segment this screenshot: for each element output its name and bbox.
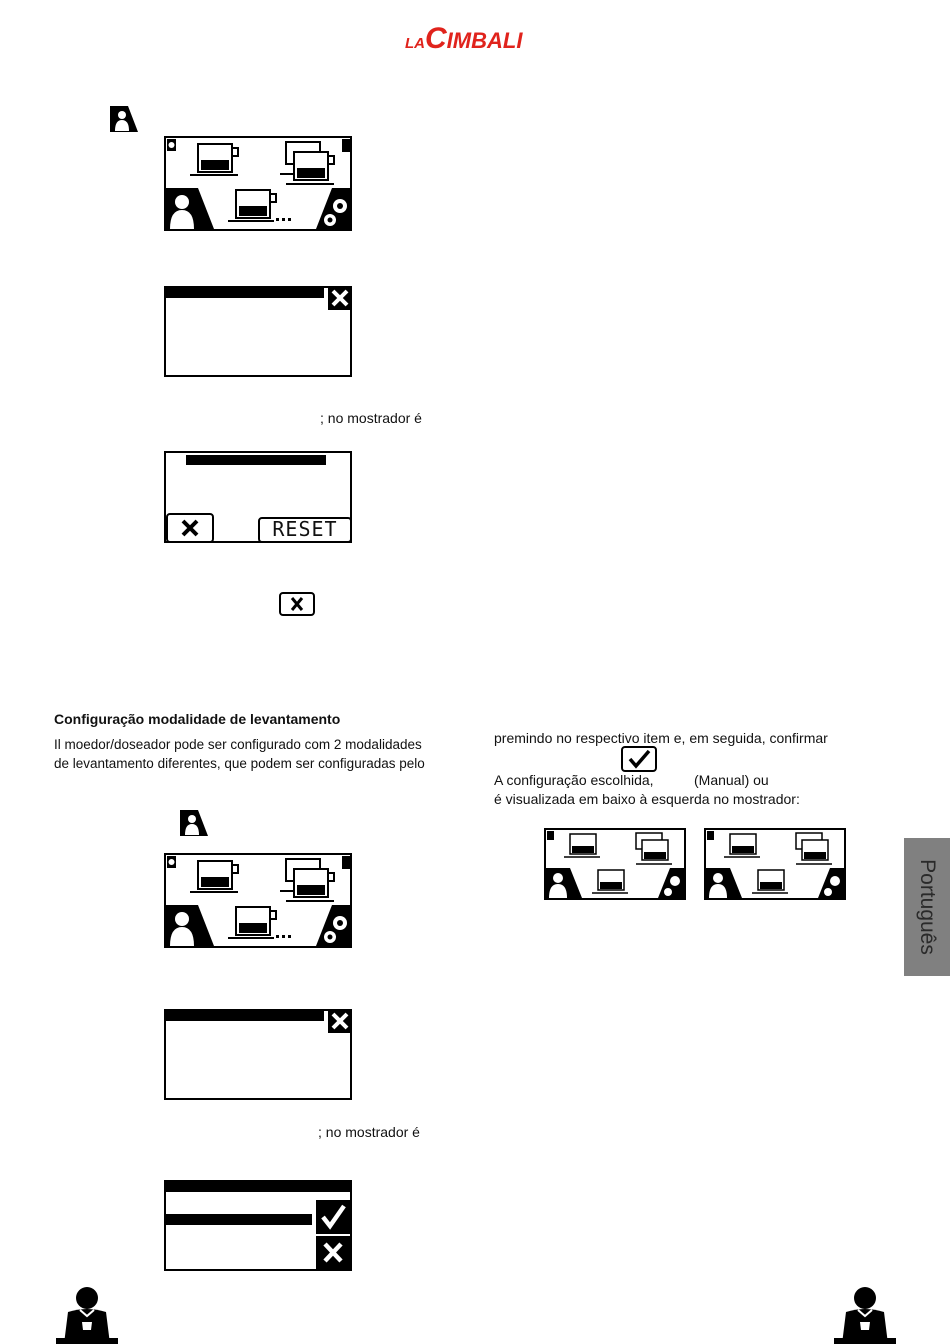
confirm-check-button[interactable] — [316, 1200, 350, 1234]
menu-highlight-bar-2 — [166, 1011, 324, 1021]
section-paragraph-line-1: Il moedor/doseador pode ser configurado com 2 modalidades — [54, 737, 422, 752]
section-heading: Configuração modalidade de levantamento — [54, 711, 341, 727]
barista-figure-icon-right — [834, 1286, 896, 1344]
reset-title-bar — [186, 455, 326, 465]
confirm-check-icon — [621, 746, 657, 772]
lcd-mode-auto — [704, 828, 846, 900]
main-display-graphic-2 — [166, 855, 350, 946]
barista-mode-icon-2 — [180, 810, 208, 836]
lacimbali-logo — [405, 22, 545, 54]
close-icon-2[interactable] — [328, 1009, 352, 1033]
logo-rest: IMBALI — [446, 28, 523, 53]
right-text-line-2a: A configuração escolhida, — [494, 772, 654, 788]
lcd-mode-manual — [544, 828, 686, 900]
language-tab-label: Português — [916, 859, 939, 955]
right-text-line-3: é visualizada em baixo à esquerda no mostrador: — [494, 791, 800, 807]
cancel-button[interactable] — [166, 513, 214, 543]
lcd-options-display — [164, 1180, 352, 1271]
lcd-main-display-2 — [164, 853, 352, 948]
main-display-graphic — [166, 138, 350, 229]
lcd-reset-display — [164, 451, 352, 543]
barista-mode-icon — [110, 106, 138, 132]
right-text-line-2b: (Manual) ou — [694, 772, 769, 788]
cancel-x-button[interactable] — [316, 1236, 350, 1269]
logo-la: LA — [405, 35, 425, 52]
lcd-menu-display-1 — [164, 286, 352, 377]
section-paragraph-line-2: de levantamento diferentes, que podem ser configuradas pelo — [54, 756, 425, 771]
mode-manual-graphic — [546, 830, 684, 898]
mode-auto-graphic — [706, 830, 844, 898]
close-icon[interactable] — [328, 286, 352, 310]
instruction-text-1: ; no mostrador é — [320, 410, 422, 426]
barista-figure-icon-left — [56, 1286, 118, 1344]
lcd-main-display-1 — [164, 136, 352, 231]
right-text-line-1: premindo no respectivo item e, em seguida, confirmar — [494, 730, 828, 746]
logo-c: C — [425, 22, 447, 55]
lcd-menu-display-2 — [164, 1009, 352, 1100]
cancel-icon-inline — [279, 592, 315, 616]
menu-highlight-bar — [166, 288, 324, 298]
reset-button[interactable]: RESET — [258, 517, 352, 543]
option-selected-bar — [166, 1214, 312, 1225]
language-side-tab — [904, 838, 950, 976]
options-title-bar — [166, 1182, 350, 1192]
instruction-text-2: ; no mostrador é — [318, 1124, 420, 1140]
